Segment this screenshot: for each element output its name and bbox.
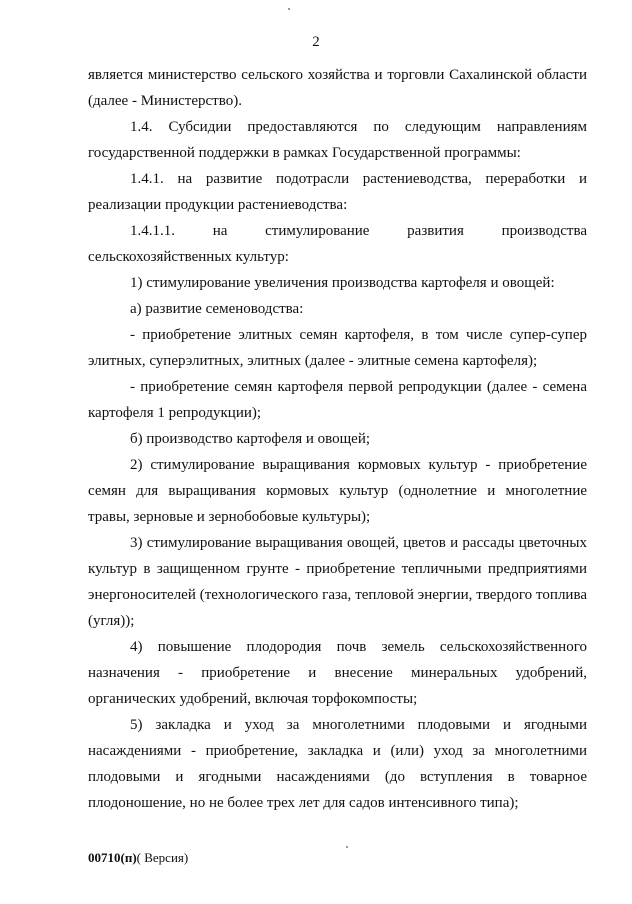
paragraph-5: 1) стимулирование увеличения производства картофеля и овощей: xyxy=(130,275,555,291)
scan-speck xyxy=(288,8,290,10)
paragraph-2: 1.4. Субсидии предоставляются по следующим направлениям государственной поддержки в рамках Государственной программы: xyxy=(88,119,587,161)
paragraph-1: является министерство сельского хозяйства и торговли Сахалинской области (далее - Министерство). xyxy=(88,67,587,109)
document-version: ( Версия) xyxy=(136,850,189,865)
paragraph-12: 4) повышение плодородия почв земель сельскохозяйственного назначения - приобретение и внесение минеральных удобрений, органических удобрений, включая торфокомпосты; xyxy=(88,639,587,707)
paragraph-8: - приобретение семян картофеля первой репродукции (далее - семена картофеля 1 репродукции); xyxy=(88,379,587,421)
document-code: 00710(п) xyxy=(88,850,137,865)
scan-speck xyxy=(346,846,348,848)
paragraph-7: - приобретение элитных семян картофеля, в том числе супер-супер элитных, суперэлитных, элитных (далее - элитные семена картофеля); xyxy=(88,327,587,369)
paragraph-9: б) производство картофеля и овощей; xyxy=(130,431,371,447)
document-footer xyxy=(88,850,188,866)
paragraph-13: 5) закладка и уход за многолетними плодовыми и ягодными насаждениями - приобретение, закладка и (или) уход за многолетними плодовыми и ягодными насаждениями (до вступления в товарное плодоношение, но не более трех лет для садов интенсивного типа); xyxy=(88,717,587,811)
paragraph-10: 2) стимулирование выращивания кормовых культур - приобретение семян для выращивания кормовых культур (однолетние и многолетние травы, зерновые и зернобобовые культуры); xyxy=(88,457,587,525)
paragraph-4: 1.4.1.1. на стимулирование развития производства сельскохозяйственных культур: xyxy=(88,223,587,265)
document-body xyxy=(88,62,587,816)
page-number: 2 xyxy=(312,34,320,50)
paragraph-11: 3) стимулирование выращивания овощей, цветов и рассады цветочных культур в защищенном грунте - приобретение тепличными предприятиями энергоносителей (технологического газа, тепловой энергии, твердого топлива (угля)); xyxy=(88,535,587,629)
paragraph-6: а) развитие семеноводства: xyxy=(130,301,304,317)
paragraph-3: 1.4.1. на развитие подотрасли растениеводства, переработки и реализации продукции растениеводства: xyxy=(88,171,587,213)
